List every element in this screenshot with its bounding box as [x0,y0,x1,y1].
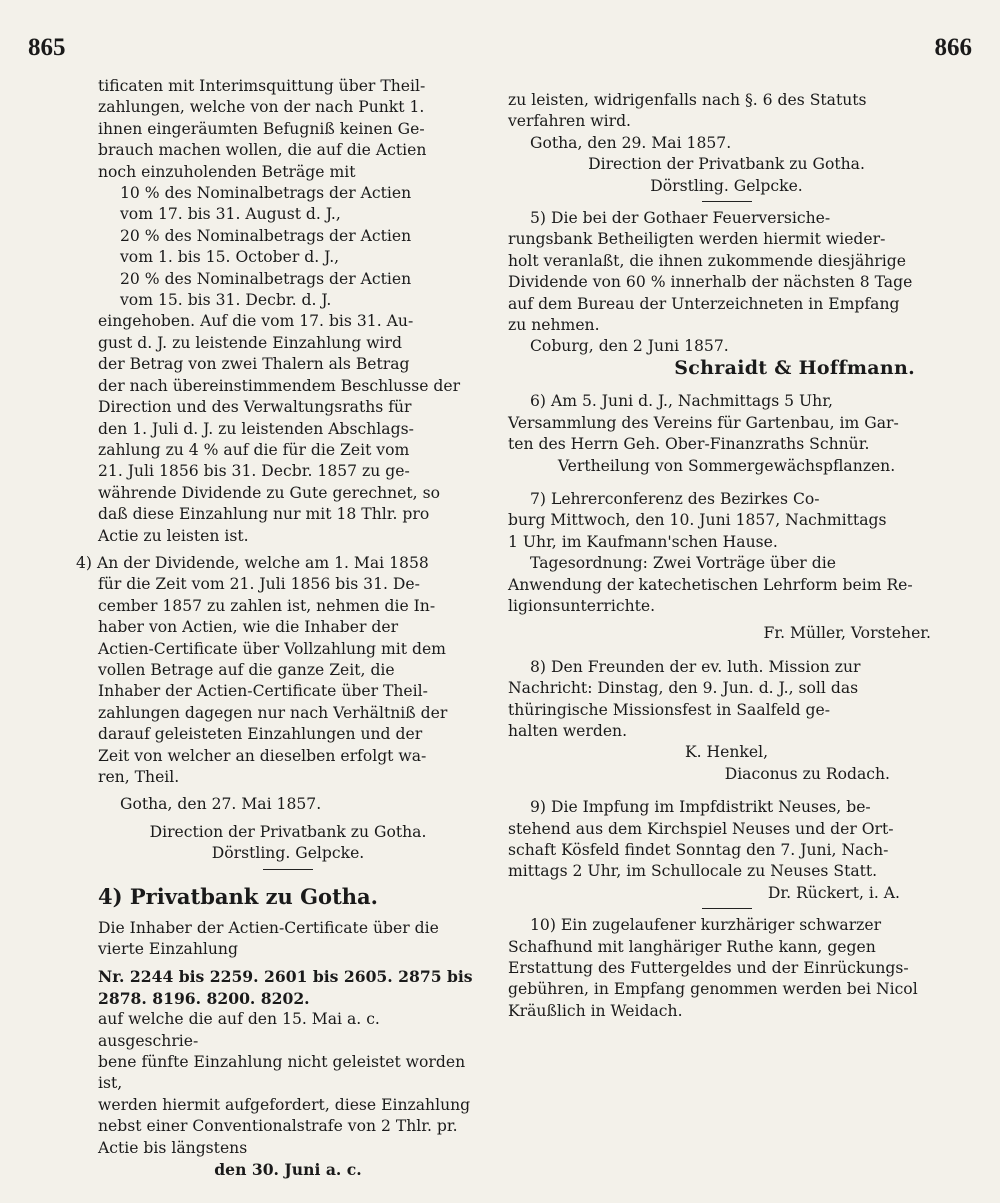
text-line: der Betrag von zwei Thalern als Betrag [98,355,410,374]
date-line: Gotha, den 29. Mai 1857. [530,133,732,152]
text-line: zu nehmen. [508,316,600,335]
notice-8 [508,657,945,785]
text-line: 5) Die bei der Gothaer Feuerversiche- [530,209,831,228]
text-line: verfahren wird. [508,112,632,131]
text-line: thüringische Missionsfest in Saalfeld ge- [508,700,831,719]
signature: K. Henkel, [684,743,769,762]
text-line: 10) Ein zugelaufener kurzhäriger schwarzer [530,916,882,935]
right-column [508,76,945,1022]
text-line: währende Dividende zu Gute gerechnet, so [98,483,440,502]
notice-7 [508,489,945,645]
text-line: Kräußlich in Weidach. [508,1001,683,1020]
text-line: Schafhund mit langhäriger Ruthe kann, gegen [508,937,876,956]
continuation-text [508,76,945,133]
text-line: 1 Uhr, im Kaufmann'schen Hause. [508,532,778,551]
separator-rule [263,869,313,870]
text-line: rungsbank Betheiligten werden hiermit wieder- [508,230,886,249]
text-line: nebst einer Conventionalstrafe von 2 Thlr. pr. [98,1117,458,1136]
text-line: zahlungen dagegen nur nach Verhältniß der [98,703,448,722]
rate-line: 20 % des Nominalbetrags der Actien [120,269,412,288]
text-line: eingehoben. Auf die vom 17. bis 31. Au- [98,312,414,331]
text-line: vierte Einzahlung [98,940,238,959]
text-line: 7) Lehrerconferenz des Bezirkes Co- [530,489,820,508]
signature: Dr. Rückert, i. A. [767,883,900,902]
text-line: gust d. J. zu leistende Einzahlung wird [98,333,402,352]
text-line: Die Inhaber der Actien-Certificate über die [98,918,439,937]
text-line: zahlungen, welche von der nach Punkt 1. [98,98,425,117]
text-line: Inhaber der Actien-Certificate über Theil- [98,682,428,701]
text-line: 21. Juli 1856 bis 31. Decbr. 1857 zu ge- [98,462,410,481]
text-line: Direction und des Verwaltungsraths für [98,398,412,417]
date-line: Gotha, den 27. Mai 1857. [120,795,322,814]
text-line: 6) Am 5. Juni d. J., Nachmittags 5 Uhr, [530,392,833,411]
text-line: haber von Actien, wie die Inhaber der [98,618,399,637]
text-line: Dividende von 60 % innerhalb der nächsten 8 Tage [508,273,913,292]
text-line: der nach übereinstimmendem Beschlusse der [98,376,461,395]
certificate-numbers: 2878. 8196. 8200. 8202. [98,988,310,1008]
text-line: Actie zu leisten ist. [98,526,249,545]
text-line: burg Mittwoch, den 10. Juni 1857, Nachmittags [508,511,887,530]
text-line: auf welche die auf den 15. Mai a. c. ausgeschrie- [98,1010,380,1050]
text-line: zu leisten, widrigenfalls nach §. 6 des Statuts [508,91,867,109]
text-line: Actie bis längstens [98,1138,248,1157]
text-line: ligionsunterrichte. [508,596,656,615]
rate-line: 10 % des Nominalbetrags der Actien [120,184,412,203]
bank-notice [98,918,478,1181]
notice-9 [508,797,945,904]
signature-names: Dörstling. Gelpcke. [650,176,803,195]
signature-direction: Direction der Privatbank zu Gotha. [588,155,865,174]
text-line: Actien-Certificate über Vollzahlung mit dem [98,639,446,658]
text-line: Vertheilung von Sommergewächspflanzen. [557,456,896,475]
rate-period: vom 15. bis 31. Decbr. d. J. [120,291,332,310]
rate-period: vom 17. bis 31. August d. J., [120,205,341,224]
text-line: Anwendung der katechetischen Lehrform beim Re- [508,575,913,594]
text-line: den 1. Juli d. J. zu leistenden Abschlags- [98,419,414,438]
text-line: Zeit von welcher an dieselben erfolgt wa- [98,746,427,765]
text-line: ten des Herrn Geh. Ober-Finanzraths Schnür. [508,435,870,454]
rate-line: 20 % des Nominalbetrags der Actien [120,226,412,245]
text-line: bene fünfte Einzahlung nicht geleistet worden ist, [98,1053,466,1093]
text-line: darauf geleisteten Einzahlungen und der [98,725,423,744]
text-line: schaft Kösfeld findet Sonntag den 7. Juni, Nach- [508,841,889,859]
notice-5 [508,208,945,379]
text-line: daß diese Einzahlung nur mit 18 Thlr. pro [98,505,430,524]
continuation-paragraph [98,76,478,183]
notice-10 [508,915,945,1022]
rate-period: vom 1. bis 15. October d. J., [120,248,340,267]
signature-direction: Direction der Privatbank zu Gotha. [149,822,427,841]
text-line: vollen Betrage auf die ganze Zeit, die [98,660,395,679]
text-line: gebühren, in Empfang genommen werden bei Nicol [508,980,918,999]
page-number-left: 865 [28,34,66,61]
text-line: für die Zeit vom 21. Juli 1856 bis 31. De- [98,575,420,594]
text-line: 8) Den Freunden der ev. luth. Mission zur [530,657,861,676]
text-line: ren, Theil. [98,768,180,786]
text-line: Nachricht: Dinstag, den 9. Jun. d. J., soll das [508,679,859,698]
text-line: zahlung zu 4 % auf die für die Zeit vom [98,440,410,459]
deadline-line: den 30. Juni a. c. [214,1160,362,1180]
text-line: 9) Die Impfung im Impfdistrikt Neuses, be- [530,798,871,817]
dividend-item [76,553,478,788]
text-line: brauch machen wollen, die auf die Actien [98,141,427,160]
separator-rule [702,908,752,909]
text-line: werden hiermit aufgefordert, diese Einzahlung [98,1095,471,1114]
separator-rule [702,201,752,202]
text-line: noch einzuholenden Beträge mit [98,162,356,181]
text-line: tificaten mit Interimsquittung über Theil- [98,77,426,95]
text-line: Tagesordnung: Zwei Vorträge über die [530,554,836,573]
certificate-numbers: Nr. 2244 bis 2259. 2601 bis 2605. 2875 bis [98,967,473,987]
text-line: holt veranlaßt, die ihnen zukommende diesjährige [508,251,906,270]
text-line: ihnen eingeräumten Befugniß keinen Ge- [98,119,425,138]
page-number-right: 866 [934,34,972,61]
text-line: 4) An der Dividende, welche am 1. Mai 1858 [76,553,429,572]
text-line: halten werden. [508,721,628,740]
text-line: stehend aus dem Kirchspiel Neuses und der Ort- [508,819,894,838]
notice-6 [508,391,945,477]
date-line: Coburg, den 2 Juni 1857. [530,337,729,356]
firm-signature: Schraidt & Hoffmann. [674,356,915,379]
text-line: Erstattung des Futtergeldes und der Einrückungs- [508,959,909,978]
payment-paragraph [98,311,478,546]
rates-list [98,183,478,311]
left-column [76,76,478,1181]
signature-title: Diaconus zu Rodach. [724,764,890,783]
text-line: cember 1857 zu zahlen ist, nehmen die In- [98,596,436,615]
signature: Fr. Müller, Vorsteher. [763,624,931,643]
text-line: auf dem Bureau der Unterzeichneten in Empfang [508,294,900,313]
signature-names: Dörstling. Gelpcke. [211,844,365,863]
bank-heading: 4) Privatbank zu Gotha. [98,883,378,909]
text-line: Versammlung des Vereins für Gartenbau, im Gar- [508,413,899,432]
text-line: mittags 2 Uhr, im Schullocale zu Neuses Statt. [508,862,878,881]
